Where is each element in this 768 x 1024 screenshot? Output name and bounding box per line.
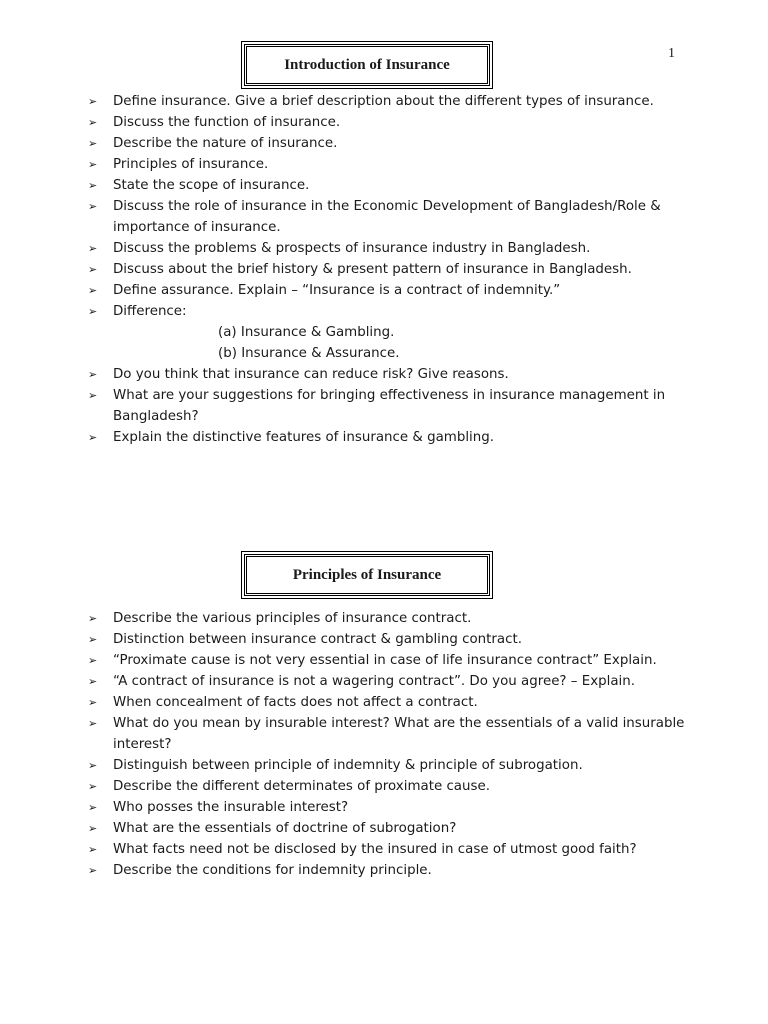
- arrow-bullet-icon: ➢: [88, 822, 98, 835]
- list-item: ➢ Discuss about the brief history & present pattern of insurance in Bangladesh.: [88, 259, 708, 280]
- list-item: ➢ What are your suggestions for bringing effectiveness in insurance management in Bangladesh?: [88, 385, 708, 427]
- arrow-bullet-icon: ➢: [88, 759, 98, 772]
- arrow-bullet-icon: ➢: [88, 431, 98, 444]
- section-title-principles: Principles of Insurance: [244, 554, 490, 596]
- list-item: ➢ Discuss the function of insurance.: [88, 112, 708, 133]
- arrow-bullet-icon: ➢: [88, 305, 98, 318]
- arrow-bullet-icon: ➢: [88, 263, 98, 276]
- arrow-bullet-icon: ➢: [88, 801, 98, 814]
- list-item: ➢ Describe the various principles of insurance contract.: [88, 608, 708, 629]
- list-item: ➢ Discuss the role of insurance in the Economic Development of Bangladesh/Role & importance of insurance.: [88, 196, 708, 238]
- section-title-introduction: Introduction of Insurance: [244, 44, 490, 86]
- list-item: ➢ Explain the distinctive features of insurance & gambling.: [88, 427, 708, 448]
- difference-sub-item: (a) Insurance & Gambling.: [218, 325, 395, 340]
- arrow-bullet-icon: ➢: [88, 368, 98, 381]
- arrow-bullet-icon: ➢: [88, 158, 98, 171]
- difference-sub-item: (b) Insurance & Assurance.: [218, 346, 400, 361]
- arrow-bullet-icon: ➢: [88, 864, 98, 877]
- list-item: ➢ Describe the nature of insurance.: [88, 133, 708, 154]
- list-item: ➢ Define insurance. Give a brief description about the different types of insurance.: [88, 91, 708, 112]
- list-item: ➢ Do you think that insurance can reduce risk? Give reasons.: [88, 364, 708, 385]
- list-item: ➢ Define assurance. Explain – “Insurance is a contract of indemnity.”: [88, 280, 708, 301]
- arrow-bullet-icon: ➢: [88, 242, 98, 255]
- arrow-bullet-icon: ➢: [88, 200, 98, 213]
- list-item: ➢ What do you mean by insurable interest? What are the essentials of a valid insurable interest?: [88, 713, 708, 755]
- list-item: ➢ Describe the conditions for indemnity principle.: [88, 860, 708, 881]
- list-item: ➢ Describe the different determinates of proximate cause.: [88, 776, 708, 797]
- arrow-bullet-icon: ➢: [88, 780, 98, 793]
- list-item: ➢ “A contract of insurance is not a wagering contract”. Do you agree? – Explain.: [88, 671, 708, 692]
- list-item-difference: ➢ Difference: (a) Insurance & Gambling. (b) Insurance & Assurance.: [88, 301, 708, 364]
- arrow-bullet-icon: ➢: [88, 284, 98, 297]
- list-item: ➢ Distinction between insurance contract & gambling contract.: [88, 629, 708, 650]
- list-item: ➢ “Proximate cause is not very essential in case of life insurance contract” Explain.: [88, 650, 708, 671]
- introduction-question-list: [88, 91, 708, 448]
- arrow-bullet-icon: ➢: [88, 116, 98, 129]
- list-item: ➢ State the scope of insurance.: [88, 175, 708, 196]
- list-item: ➢ When concealment of facts does not affect a contract.: [88, 692, 708, 713]
- arrow-bullet-icon: ➢: [88, 633, 98, 646]
- arrow-bullet-icon: ➢: [88, 179, 98, 192]
- arrow-bullet-icon: ➢: [88, 654, 98, 667]
- page-number: 1: [668, 46, 675, 61]
- list-item: ➢ Principles of insurance.: [88, 154, 708, 175]
- list-item: ➢ What are the essentials of doctrine of subrogation?: [88, 818, 708, 839]
- list-item: ➢ What facts need not be disclosed by the insured in case of utmost good faith?: [88, 839, 708, 860]
- principles-question-list: [88, 608, 708, 881]
- arrow-bullet-icon: ➢: [88, 137, 98, 150]
- arrow-bullet-icon: ➢: [88, 675, 98, 688]
- arrow-bullet-icon: ➢: [88, 95, 98, 108]
- list-item: ➢ Distinguish between principle of indemnity & principle of subrogation.: [88, 755, 708, 776]
- arrow-bullet-icon: ➢: [88, 696, 98, 709]
- arrow-bullet-icon: ➢: [88, 843, 98, 856]
- arrow-bullet-icon: ➢: [88, 717, 98, 730]
- arrow-bullet-icon: ➢: [88, 389, 98, 402]
- list-item: ➢ Discuss the problems & prospects of insurance industry in Bangladesh.: [88, 238, 708, 259]
- list-item: ➢ Who posses the insurable interest?: [88, 797, 708, 818]
- arrow-bullet-icon: ➢: [88, 612, 98, 625]
